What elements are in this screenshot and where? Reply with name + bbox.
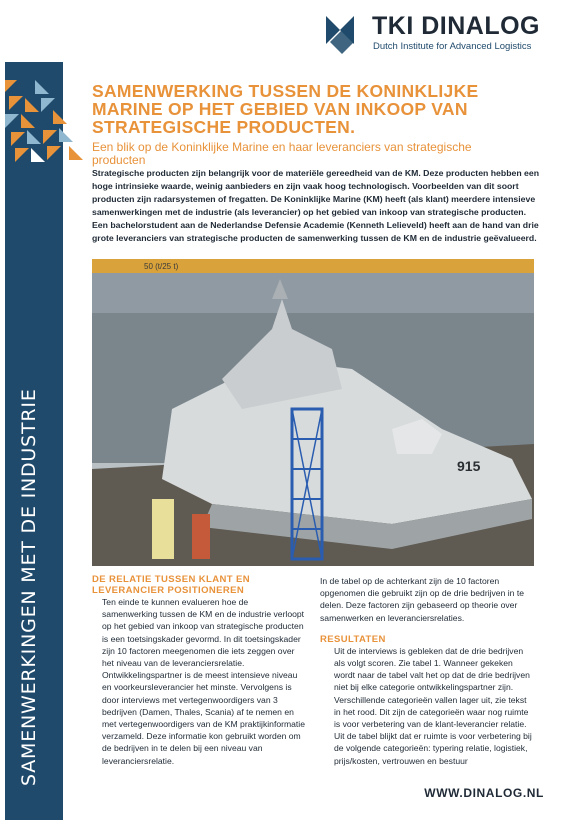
hull-number: 915 [457,458,481,474]
left-column [92,574,305,767]
triangle-mosaic-decoration [5,80,95,165]
crane-label: 50 (t/25 t) [144,262,179,271]
section-body-continued: In de tabel op de achterkant zijn de 10 factoren opgenomen die gebruikt zijn op de drie bedrijven in te delen. Deze factoren zijn gebaseerd op theorie over samenwerken en leveranciersrelaties. [320,576,524,623]
article-subtitle: Een blik op de Koninklijke Marine en haar leveranciers van strategische producten [92,140,472,167]
logo-title: TKI DINALOG [372,12,540,40]
footer-website-link[interactable]: WWW.DINALOG.NL [424,786,544,800]
logo [320,10,550,58]
dinalog-logo-icon [320,12,364,56]
section-heading-relatie: DE RELATIE TUSSEN KLANT EN LEVERANCIER POSITIONEREN [92,574,251,596]
right-column [320,575,533,767]
section-body-resultaten: Uit de interviews is gebleken dat de drie bedrijven als volgt scoren. Zie tabel 1. Wanneer gekeken wordt naar de tabel valt het op dat de drie bedrijven niet bij elke categorie ontwikkelingspartner zijn. Verschillende categorieën vallen lager uit, zie tekst in het rood. Dit zijn de categorieën waar nog ruimte is voor verbetering van de klant-leverancier relatie. Uit de tabel blijkt dat er ruimte is voor verbetering bij de volgende categorieën: typering relatie, logistiek, prijs/kosten, vertrouwen en bestuur [334,645,532,766]
section-heading-resultaten: RESULTATEN [320,633,386,645]
article-intro: Strategische producten zijn belangrijk voor de materiële gereedheid van de KM. Deze producten hebben een hoge intrinsieke waarde, weinig aanbieders en zijn vaak hoog technologisch. Voorbeelden van dit soort producten zijn radarsystemen of fregatten. De Koninklijke Marine (KM) heeft (als klant) meerdere intensieve samenwerkingen met de industrie (als leverancier) op het gebied van inkoop van strategische producten. Een bachelorstudent aan de Nederlandse Defensie Academie (Kenneth Lelieveld) heeft aan de hand van drie grote leveranciers van strategische producten de samenwerking tussen de KM en de industrie geëvalueerd. [92,168,540,243]
article-title: SAMENWERKING TUSSEN DE KONINKLIJKE MARINE OP HET GEBIED VAN INKOOP VAN STRATEGISCHE PRODUCTEN. [92,81,479,137]
sidebar-vertical-title: SAMENWERKINGEN MET DE INDUSTRIE [18,388,40,786]
frigate-photo [92,259,534,566]
logo-tagline: Dutch Institute for Advanced Logistics [373,41,532,52]
section-body-relatie: Ten einde te kunnen evalueren hoe de samenwerking tussen de KM en de industrie verloopt op het gebied van inkoop van strategische producten is een toetsingskader gevormd. In dit toetsingskader zijn 10 factoren meegenomen die iets zeggen over het niveau van de leveranciersrelatie. Ontwikkelingspartner is de meest intensieve niveau en voorkeursleverancier het minste. Vervolgens is door interviews met vertegenwoordigers van 3 bedrijven (Damen, Thales, Scania) af te nemen en met vertegenwoordigers van de KM praktijkinformatie verzameld. Deze informatie kon gebruikt worden om de bedrijven in te delen bij een niveau van leveranciersrelatie. [102,597,305,766]
